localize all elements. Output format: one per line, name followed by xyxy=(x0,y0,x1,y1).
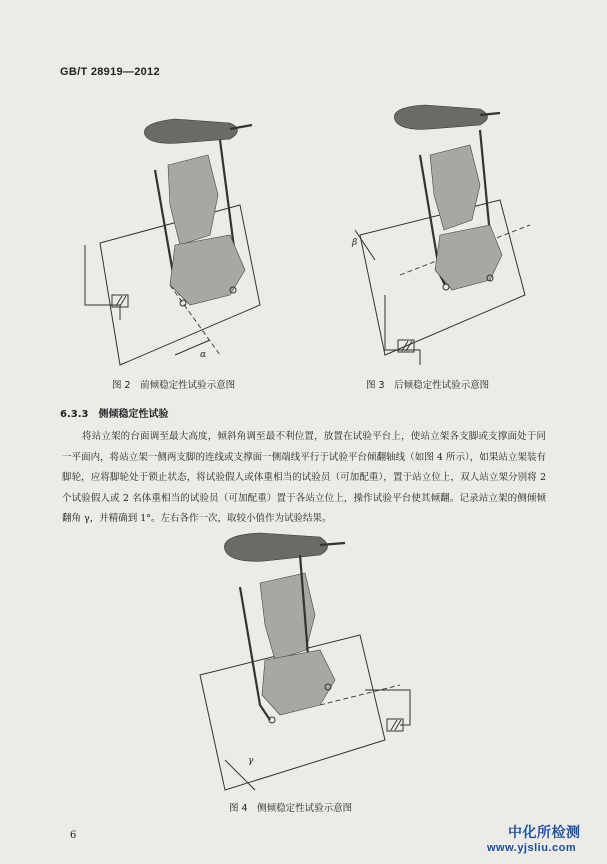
standing-frame-top-tray xyxy=(394,105,487,129)
standing-frame-body-support xyxy=(430,145,480,230)
figure-2-caption: 图 2 前倾稳定性试验示意图 xyxy=(112,380,236,391)
angle-line xyxy=(355,230,375,260)
tilt-axis-bracket xyxy=(385,295,420,365)
watermark-name: 中化所检测 xyxy=(508,825,581,841)
frame-base-plate xyxy=(262,650,335,715)
figure-2-front-tilt-diagram xyxy=(80,95,280,375)
standing-frame-body-support xyxy=(168,155,218,245)
standing-frame-top-tray xyxy=(224,533,327,561)
page-number: 6 xyxy=(70,830,77,841)
figure-4-caption: 图 4 侧倾稳定性试验示意图 xyxy=(229,803,353,814)
figure-3-caption: 图 3 后倾稳定性试验示意图 xyxy=(366,380,490,391)
angle-beta-label: β xyxy=(352,238,358,248)
standing-frame-top-tray xyxy=(144,119,237,143)
angle-gamma-label: γ xyxy=(248,756,254,766)
figure-4-side-tilt-diagram xyxy=(170,525,430,797)
watermark-url: www.yjsliu.com xyxy=(487,842,577,854)
standard-code: GB/T 28919—2012 xyxy=(60,66,160,78)
section-paragraph: 将站立架的台面调至最大高度，倾斜角调至最不利位置，放置在试验平台上，使站立架各支脚或支撑面处于同一平面内，将站立架一侧两支脚的连线或支撑面一侧端线平行于试验平台倾翻轴线（如图 4 所示），如果站立架装有脚轮，应将脚轮处于锁止状态，将试验假人或体重相当的试验员（可加配重），置于站立位上，双人站立架分别将 2 个试验假人或 2 名体重相当的试验员（可加配重）置于各站立位上，操作试验平台使其倾翻。记录站立架的侧倾倾翻角 γ，并精确到 1°。左右各作一次，取较小值作为试验结果。 xyxy=(62,431,546,524)
figure-3-rear-tilt-diagram xyxy=(340,95,550,375)
reference-dashed-line xyxy=(320,685,400,705)
section-heading: 6.3.3 侧倾稳定性试验 xyxy=(60,409,169,420)
angle-alpha-label: α xyxy=(200,350,207,360)
frame-base-plate xyxy=(170,235,245,305)
